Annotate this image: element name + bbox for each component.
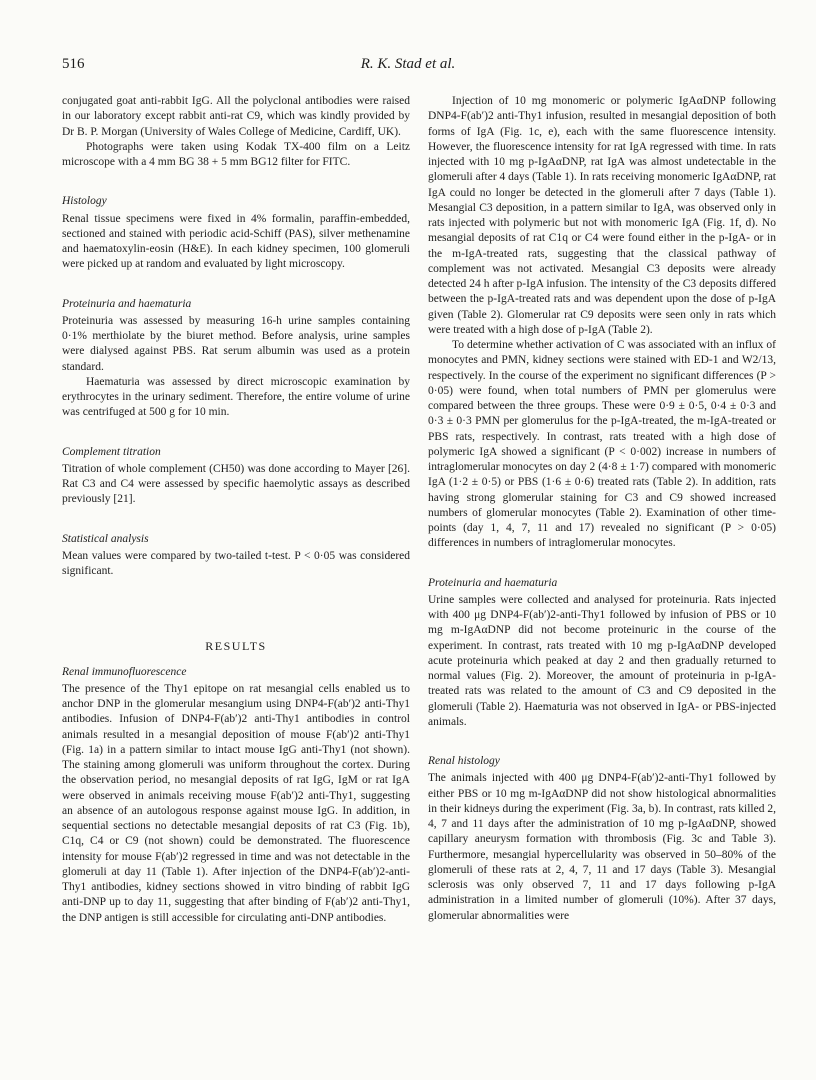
paragraph-histology: Renal tissue specimens were fixed in 4% formalin, paraffin-embedded, sectioned and stained with periodic acid-Schiff (PAS), silver methenamine and haematoxylin-eosin (H&E). In each kidney specimen, 100 glomeruli were picked up at random and evaluated by light microscopy.	[62, 212, 410, 271]
running-head: R. K. Stad et al.	[360, 56, 456, 72]
heading-results: RESULTS	[205, 639, 267, 654]
heading-renal-immunofluorescence: Renal immunofluorescence	[62, 665, 187, 678]
paragraph-renal-histology: The animals injected with 400 μg DNP4-F(ab′)2-anti-Thy1 followed by either PBS or 10 mg m-IgAαDNP did not show histological abnormalities in their kidneys during the experiment (Fig. 3a, b). In contrast, rats killed 2, 4, 7 and 11 days after the administration of 10 mg p-IgAαDNP, showed capillary aneurysm formation with thrombosis (Fig. 3c and Table 3). Furthermore, mesangial hypercellularity was observed in 50–80% of the glomeruli of these rats at 2, 4, 7, 11 and 17 days (Table 3). Mesangial sclerosis was only observed 7, 11 and 17 days following p-IgA administration in a limited number of glomeruli (10%). After 37 days, glomerular abnormalities were	[428, 772, 776, 922]
paragraph-photographs: Photographs were taken using Kodak TX-400 film on a Leitz microscope with a 4 mm BG 38 + 5 mm BG12 filter for FITC.	[62, 140, 410, 168]
heading-complement-titration: Complement titration	[62, 445, 161, 458]
paragraph-haematuria-methods: Haematuria was assessed by direct microscopic examination by erythrocytes in the urinary sediment. Therefore, the entire volume of urine was centrifuged at 500 g for 10 min.	[62, 375, 410, 419]
left-column	[62, 94, 410, 926]
paragraph-statistical-analysis: Mean values were compared by two-tailed t-test. P < 0·05 was considered significant.	[62, 549, 410, 577]
paragraph-iga-injection: Injection of 10 mg monomeric or polymeric IgAαDNP following DNP4-F(ab′)2 anti-Thy1 infusion, resulted in mesangial deposition of both forms of IgA (Fig. 1c, e), each with the same fluorescence intensity. However, the fluorescence intensity for rat IgA regressed with time. In rats injected with 10 mg p-IgAαDNP, rat IgA was almost undetectable in the glomeruli after 4 days (Table 1). In rats receiving monomeric IgAαDNP, rat IgA could no longer be detected in the glomeruli after 7 days (Table 1). Mesangial C3 deposition, in a pattern similar to IgA, was observed only in rats injected with polymeric but not with monomeric IgA (Fig. 1f, d). No mesangial deposits of rat C1q or C4 were found either in the p-IgA- or in the m-IgA-treated rats, suggesting that the classical pathway of complement was not activated. Mesangial C3 deposits were already detected 24 h after p-IgA infusion. The intensity of the C3 deposits differed between the p-IgA-treated rats and was dependent upon the dose of p-IgA given (Table 2). Glomerular rat C9 deposits were seen only in rats which were treated with a high dose of p-IgA (Table 2).	[428, 95, 776, 336]
heading-renal-histology: Renal histology	[428, 755, 500, 767]
paragraph-complement-titration: Titration of whole complement (CH50) was done according to Mayer [26]. Rat C3 and C4 were assessed by specific haemolytic assays as described previously [21].	[62, 462, 410, 506]
paragraph-antibodies: conjugated goat anti-rabbit IgG. All the polyclonal antibodies were raised in our laboratory except rabbit anti-rat C9, which was kindly provided by Dr B. P. Morgan (University of Wales College of Medicine, Cardiff, UK).	[62, 95, 410, 138]
paragraph-proteinuria-results: Urine samples were collected and analysed for proteinuria. Rats injected with 400 μg DNP4-F(ab′)2-anti-Thy1 followed by infusion of PBS or 10 mg m-IgAαDNP did not become proteinuric in the course of the experiment. In contrast, rats treated with 10 mg p-IgAαDNP developed acute proteinuria which peaked at day 2 and then gradually returned to normal values (Fig. 2). Moreover, the amount of proteinuria in p-IgA-treated rats was related to the amount of C3 and C9 deposited in the glomeruli (Table 2). Haematuria was not observed in IgA- or PBS-injected animals.	[428, 593, 776, 728]
heading-histology: Histology	[62, 195, 107, 208]
page-number: 516	[62, 56, 85, 72]
right-column	[428, 94, 776, 924]
paragraph-complement-activation: To determine whether activation of C was associated with an influx of monocytes and PMN, kidney sections were stained with ED-1 and W2/13, respectively. In the course of the experiment no significant differences (P > 0·05) were found, when total numbers of PMN per glomerulus were compared between the three groups. These were 0·9 ± 0·5, 0·4 ± 0·3 and 0·3 ± 0·3 PMN per glomerulus for the p-IgA-treated, the m-IgA-treated or PBS rats, respectively. In contrast, rats treated with a high dose of polymeric IgA showed a significant (P < 0·002) increase in numbers of intraglomerular monocytes on day 2 (4·8 ± 1·7) compared with monomeric IgA (1·2 ± 0·5) or PBS (1·6 ± 0·6) treated rats (Table 2). In addition, rats having strong glomerular staining for C3 and C9 showed increased numbers of glomerular monocytes (Table 2). Examination of other time-points (day 1, 4, 7, 11 and 17) revealed no significant (P > 0·05) differences in numbers of intraglomerular monocytes.	[428, 339, 776, 550]
heading-statistical-analysis: Statistical analysis	[62, 532, 149, 545]
heading-proteinuria-methods: Proteinuria and haematuria	[62, 297, 192, 310]
paragraph-proteinuria-methods: Proteinuria was assessed by measuring 16-h urine samples containing 0·1% merthiolate by the biuret method. Before analysis, urine samples were dialysed against PBS. Rat serum albumin was used as a protein standard.	[62, 314, 410, 373]
heading-proteinuria-results: Proteinuria and haematuria	[428, 576, 558, 589]
paragraph-renal-immunofluorescence: The presence of the Thy1 epitope on rat mesangial cells enabled us to anchor DNP in the glomerular mesangium using DNP4-F(ab′)2 anti-Thy1 antibodies. Infusion of DNP4-F(ab′)2 anti-Thy1 antibodies in control animals resulted in a mesangial deposition of mouse F(ab′)2 anti-Thy1 (Fig. 1a) in a pattern similar to intact mouse IgG anti-Thy1 (not shown). The staining among glomeruli was uniform throughout the cortex. During the observation period, no mesangial deposits of rat IgG, IgM or rat IgA were observed in animals receiving mouse F(ab′)2 anti-Thy1, suggesting an absence of an autologous response against mouse IgG. In addition, in sequential sections no detectable mesangial deposits of rat C3 (Fig. 1b), C1q, C4 or C9 (not shown) could be demonstrated. The fluorescence intensity for mouse F(ab′)2 regressed in time and was not detectable in the glomeruli at day 11 (Table 1). After injection of the DNP4-F(ab′)2-anti-Thy1 antibodies, kidney sections showed in vitro binding of rabbit IgG anti-DNP up to day 11, suggesting that after binding of F(ab′)2 anti-Thy1, the DNP antigen is still accessible for circulating anti-DNP antibodies.	[62, 682, 410, 924]
